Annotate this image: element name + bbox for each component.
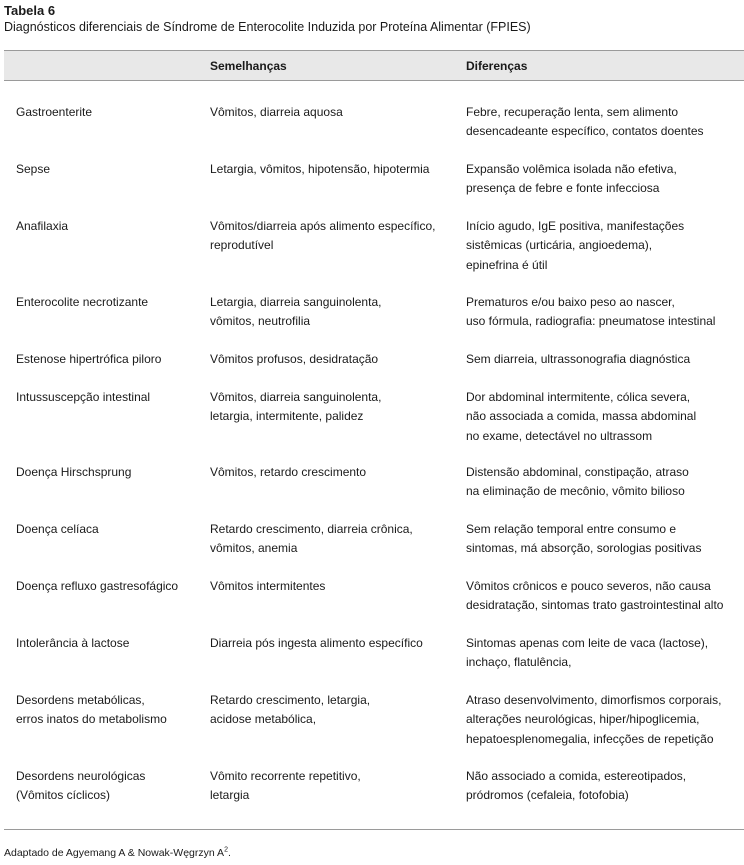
cell-differences [466, 103, 704, 142]
cell-line: Sepse [16, 162, 51, 176]
cell-similarities [210, 463, 366, 482]
cell-condition [16, 691, 167, 730]
cell-line: não associada a comida, massa abdominal [466, 409, 697, 424]
cell-condition [16, 293, 148, 312]
cell-condition [16, 767, 145, 806]
cell-line: Letargia, vômitos, hipotensão, hipotermia [210, 162, 430, 176]
cell-differences [466, 577, 723, 616]
footnote-end: . [227, 847, 231, 859]
cell-line: acidose metabólica, [210, 712, 317, 727]
cell-line: Vômito recorrente repetitivo, [210, 769, 361, 783]
cell-line: Doença celíaca [16, 522, 99, 536]
cell-similarities [210, 217, 435, 256]
cell-line: letargia, intermitente, palidez [210, 409, 364, 424]
cell-condition [16, 634, 129, 653]
cell-line: sistêmicas (urticária, angioedema), [466, 238, 653, 253]
cell-line: Vômitos/diarreia após alimento específico, [210, 219, 436, 233]
header-col-similarities: Semelhanças [210, 59, 287, 73]
cell-condition [16, 103, 92, 122]
header-col-differences: Diferenças [466, 59, 528, 73]
cell-line: Não associado a comida, estereotipados, [466, 769, 687, 783]
table-bottom-rule [4, 829, 744, 830]
cell-differences [466, 293, 715, 332]
cell-differences [466, 160, 677, 199]
table-subtitle: Diagnósticos diferenciais de Síndrome de Enterocolite Induzida por Proteína Alimentar (FPIES) [4, 20, 531, 34]
cell-line: Letargia, diarreia sanguinolenta, [210, 295, 382, 309]
cell-condition [16, 388, 150, 407]
cell-line: presença de febre e fonte infecciosa [466, 181, 660, 196]
cell-line: alterações neurológicas, hiper/hipoglicemia, [466, 712, 700, 727]
cell-differences [466, 520, 701, 559]
cell-line: Febre, recuperação lenta, sem alimento [466, 105, 679, 119]
cell-line: Intolerância à lactose [16, 636, 130, 650]
cell-line: Diarreia pós ingesta alimento específico [210, 636, 423, 650]
cell-similarities [210, 293, 381, 332]
cell-condition [16, 463, 131, 482]
cell-differences [466, 463, 689, 502]
cell-line: na eliminação de mecônio, vômito bilioso [466, 484, 685, 499]
cell-line: inchaço, flatulência, [466, 655, 572, 670]
cell-line: desencadeante específico, contatos doentes [466, 124, 704, 139]
cell-condition [16, 350, 161, 369]
cell-line: letargia [210, 788, 250, 803]
cell-differences [466, 350, 690, 369]
footnote-reference: 2 [224, 846, 228, 854]
cell-line: Sintomas apenas com leite de vaca (lactose), [466, 636, 709, 650]
cell-line: Sem diarreia, ultrassonografia diagnóstica [466, 352, 691, 366]
cell-line: Sem relação temporal entre consumo e [466, 522, 677, 536]
cell-line: Retardo crescimento, diarreia crônica, [210, 522, 413, 536]
cell-line: Vômitos intermitentes [210, 579, 326, 593]
cell-line: sintomas, má absorção, sorologias positivas [466, 541, 702, 556]
cell-line: Vômitos, retardo crescimento [210, 465, 367, 479]
cell-line: epinefrina é útil [466, 257, 548, 272]
cell-line: reprodutível [210, 238, 274, 253]
cell-line: (Vômitos cíclicos) [16, 788, 111, 803]
cell-condition [16, 520, 99, 539]
cell-line: Doença refluxo gastresofágico [16, 579, 179, 593]
cell-similarities [210, 388, 381, 427]
cell-line: Expansão volêmica isolada não efetiva, [466, 162, 677, 176]
cell-differences [466, 691, 721, 749]
cell-line: Doença Hirschsprung [16, 465, 132, 479]
cell-line: no exame, detectável no ultrassom [466, 428, 653, 443]
cell-line: Estenose hipertrófica piloro [16, 352, 162, 366]
cell-differences [466, 634, 708, 673]
cell-line: vômitos, neutrofilia [210, 314, 311, 329]
cell-condition [16, 577, 178, 596]
cell-similarities [210, 767, 361, 806]
footnote [4, 846, 231, 860]
cell-line: uso fórmula, radiografia: pneumatose intestinal [466, 314, 716, 329]
footnote-text: Adaptado de Agyemang A & Nowak-Węgrzyn A [4, 847, 225, 859]
cell-differences [466, 767, 686, 806]
cell-line: desidratação, sintomas trato gastrointestinal alto [466, 598, 724, 613]
cell-line: Vômitos, diarreia aquosa [210, 105, 343, 119]
cell-similarities [210, 103, 343, 122]
table-title: Tabela 6 [4, 3, 56, 18]
cell-differences [466, 217, 684, 275]
cell-line: Distensão abdominal, constipação, atraso [466, 465, 689, 479]
cell-line: Anafilaxia [16, 219, 69, 233]
cell-line: Atraso desenvolvimento, dimorfismos corporais, [466, 693, 722, 707]
cell-line: Vômitos, diarreia sanguinolenta, [210, 390, 382, 404]
cell-line: Vômitos crônicos e pouco severos, não causa [466, 579, 711, 593]
cell-similarities [210, 350, 378, 369]
cell-line: Vômitos profusos, desidratação [210, 352, 379, 366]
cell-line: Enterocolite necrotizante [16, 295, 149, 309]
cell-similarities [210, 691, 370, 730]
cell-condition [16, 160, 50, 179]
cell-line: Gastroenterite [16, 105, 93, 119]
cell-line: vômitos, anemia [210, 541, 298, 556]
cell-line: hepatoesplenomegalia, infecções de repetição [466, 731, 714, 746]
cell-condition [16, 217, 68, 236]
cell-line: Prematuros e/ou baixo peso ao nascer, [466, 295, 675, 309]
cell-similarities [210, 577, 325, 596]
cell-line: Intussuscepção intestinal [16, 390, 151, 404]
table-header-band [4, 50, 744, 81]
cell-differences [466, 388, 696, 446]
cell-line: Início agudo, IgE positiva, manifestações [466, 219, 685, 233]
cell-line: Dor abdominal intermitente, cólica severa, [466, 390, 691, 404]
cell-similarities [210, 520, 413, 559]
cell-similarities [210, 160, 429, 179]
cell-line: Retardo crescimento, letargia, [210, 693, 371, 707]
cell-line: erros inatos do metabolismo [16, 712, 167, 727]
cell-similarities [210, 634, 423, 653]
cell-line: pródromos (cefaleia, fotofobia) [466, 788, 629, 803]
cell-line: Desordens metabólicas, [16, 693, 145, 707]
cell-line: Desordens neurológicas [16, 769, 146, 783]
